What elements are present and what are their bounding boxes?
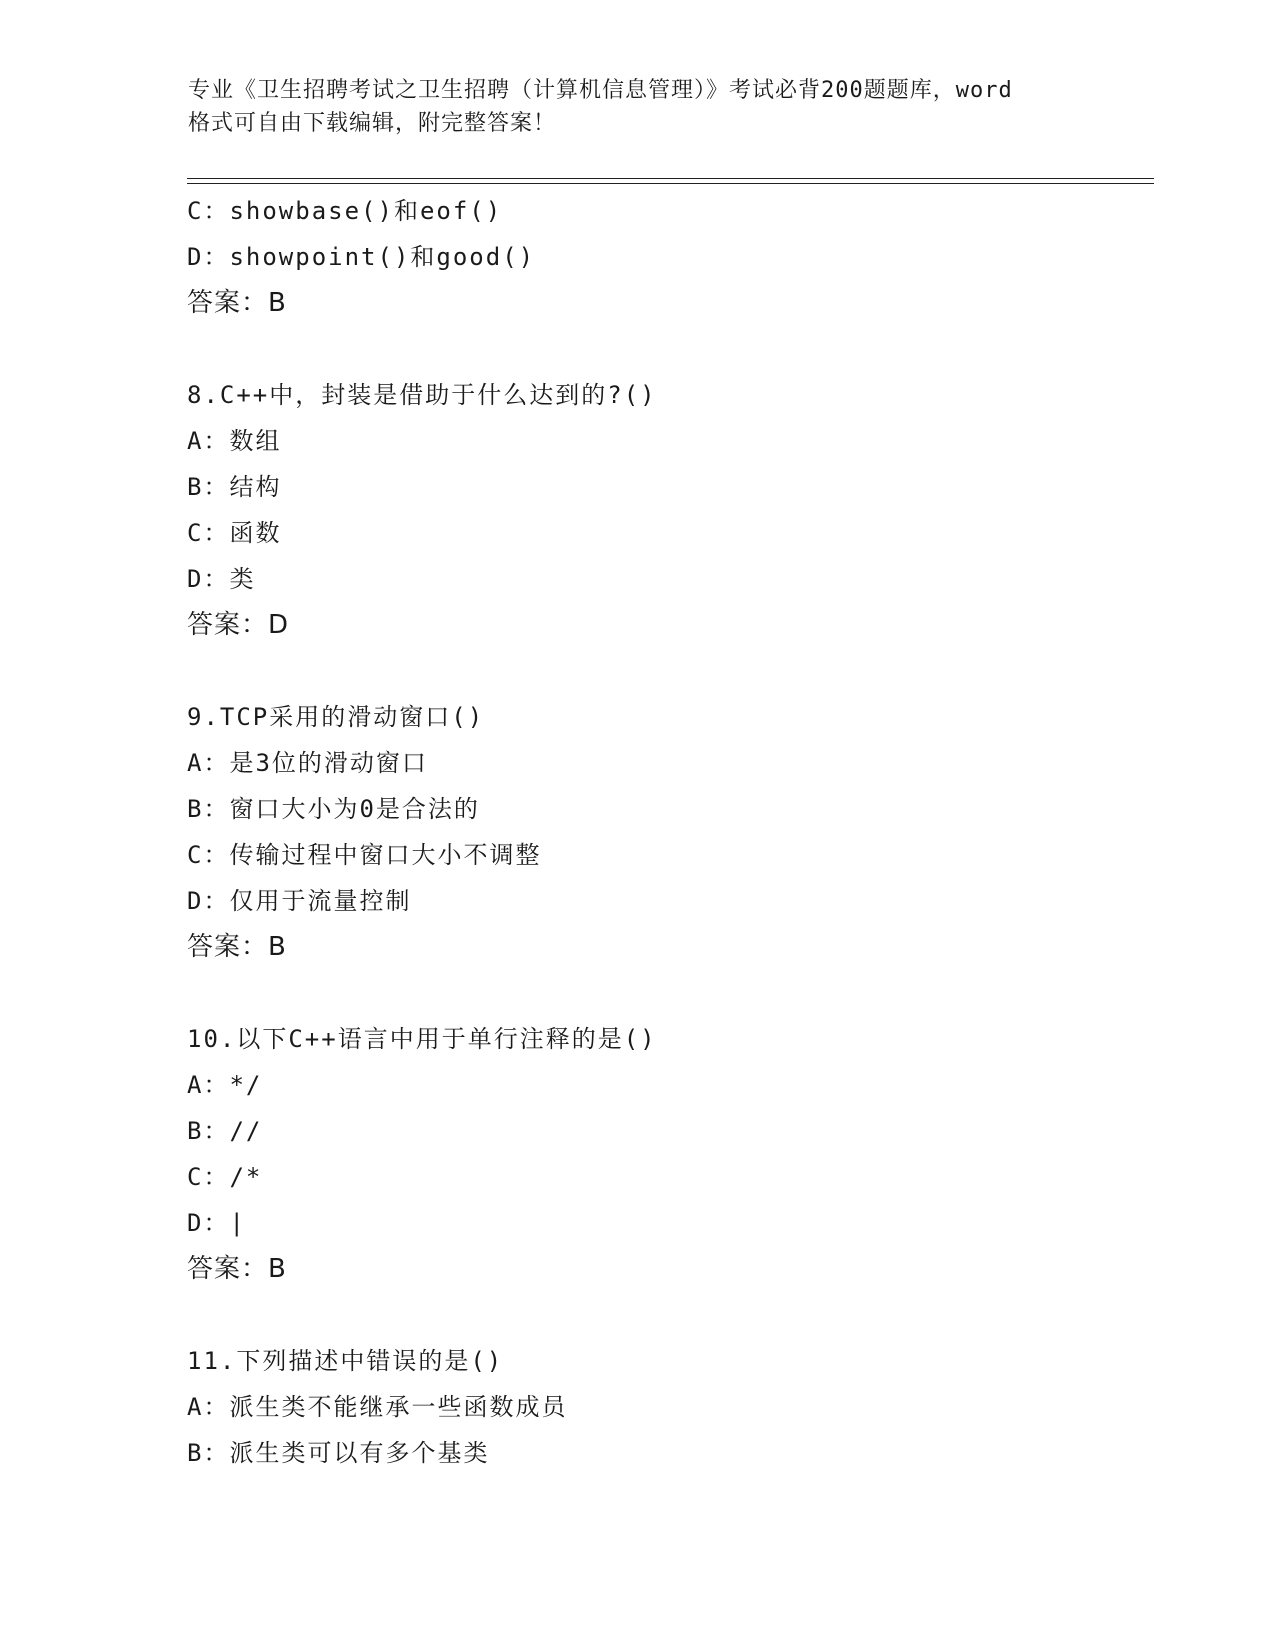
answer-line: 答案：B (187, 1254, 287, 1284)
question-8 (187, 372, 1147, 648)
spacer (187, 648, 1147, 694)
question-9 (187, 694, 1147, 970)
option-line (187, 1384, 1147, 1430)
option-line (187, 1430, 1147, 1476)
header-line-1: 专业《卫生招聘考试之卫生招聘（计算机信息管理）》考试必背200题题库，word (188, 78, 1013, 103)
option-text: 仅用于流量控制 (229, 887, 412, 915)
option-label: B： (187, 795, 230, 823)
option-line (187, 556, 1147, 602)
option-text: 派生类不能继承一些函数成员 (229, 1393, 568, 1421)
option-label: D： (187, 565, 230, 593)
option-text: */ (229, 1071, 263, 1099)
option-line (187, 464, 1147, 510)
option-text: 派生类可以有多个基类 (229, 1439, 490, 1467)
option-label: C： (187, 519, 230, 547)
option-label: D： (187, 1209, 230, 1237)
answer-line: 答案：B (187, 288, 287, 318)
question-stem: 8.C++中，封装是借助于什么达到的?() (187, 381, 657, 409)
option-text: // (229, 1117, 263, 1145)
question-11 (187, 1338, 1147, 1476)
option-label: B： (187, 473, 230, 501)
option-label: A： (187, 1071, 230, 1099)
option-text: 窗口大小为0是合法的 (229, 795, 480, 823)
option-line (187, 188, 1147, 234)
option-text: 是3位的滑动窗口 (229, 749, 428, 777)
option-line (187, 510, 1147, 556)
spacer (187, 1292, 1147, 1338)
answer-line: 答案：B (187, 932, 287, 962)
option-label: B： (187, 1117, 230, 1145)
option-text: showpoint()和good() (229, 243, 536, 271)
option-text: | (229, 1209, 246, 1237)
option-label: B： (187, 1439, 230, 1467)
spacer (187, 970, 1147, 1016)
option-label: A： (187, 427, 230, 455)
option-label: C： (187, 197, 230, 225)
option-label: A： (187, 1393, 230, 1421)
option-line (187, 1062, 1147, 1108)
option-text: 数组 (229, 427, 282, 455)
option-label: D： (187, 887, 230, 915)
header-rule-bottom (187, 183, 1154, 184)
spacer (187, 326, 1147, 372)
option-line (187, 786, 1147, 832)
option-label: A： (187, 749, 230, 777)
option-line (187, 1108, 1147, 1154)
option-label: D： (187, 243, 230, 271)
answer-line: 答案：D (187, 610, 290, 640)
option-line (187, 832, 1147, 878)
option-line (187, 1200, 1147, 1246)
question-stem: 9.TCP采用的滑动窗口() (187, 703, 485, 731)
option-line (187, 234, 1147, 280)
option-line (187, 878, 1147, 924)
option-line (187, 1154, 1147, 1200)
header-rule-top (187, 178, 1154, 179)
option-text: 结构 (229, 473, 282, 501)
option-text: 函数 (229, 519, 282, 547)
option-label: C： (187, 1163, 230, 1191)
previous-question-tail (187, 188, 1147, 326)
option-text: 类 (229, 565, 256, 593)
option-text: 传输过程中窗口大小不调整 (229, 841, 542, 869)
option-text: /* (229, 1163, 263, 1191)
question-stem: 10.以下C++语言中用于单行注释的是() (187, 1025, 657, 1053)
question-stem: 11.下列描述中错误的是() (187, 1347, 504, 1375)
header-line-2: 格式可自由下载编辑，附完整答案！ (188, 111, 557, 136)
option-text: showbase()和eof() (229, 197, 503, 225)
option-line (187, 740, 1147, 786)
document-header (188, 74, 1088, 140)
question-10 (187, 1016, 1147, 1292)
option-line (187, 418, 1147, 464)
option-label: C： (187, 841, 230, 869)
question-list (187, 188, 1147, 1476)
